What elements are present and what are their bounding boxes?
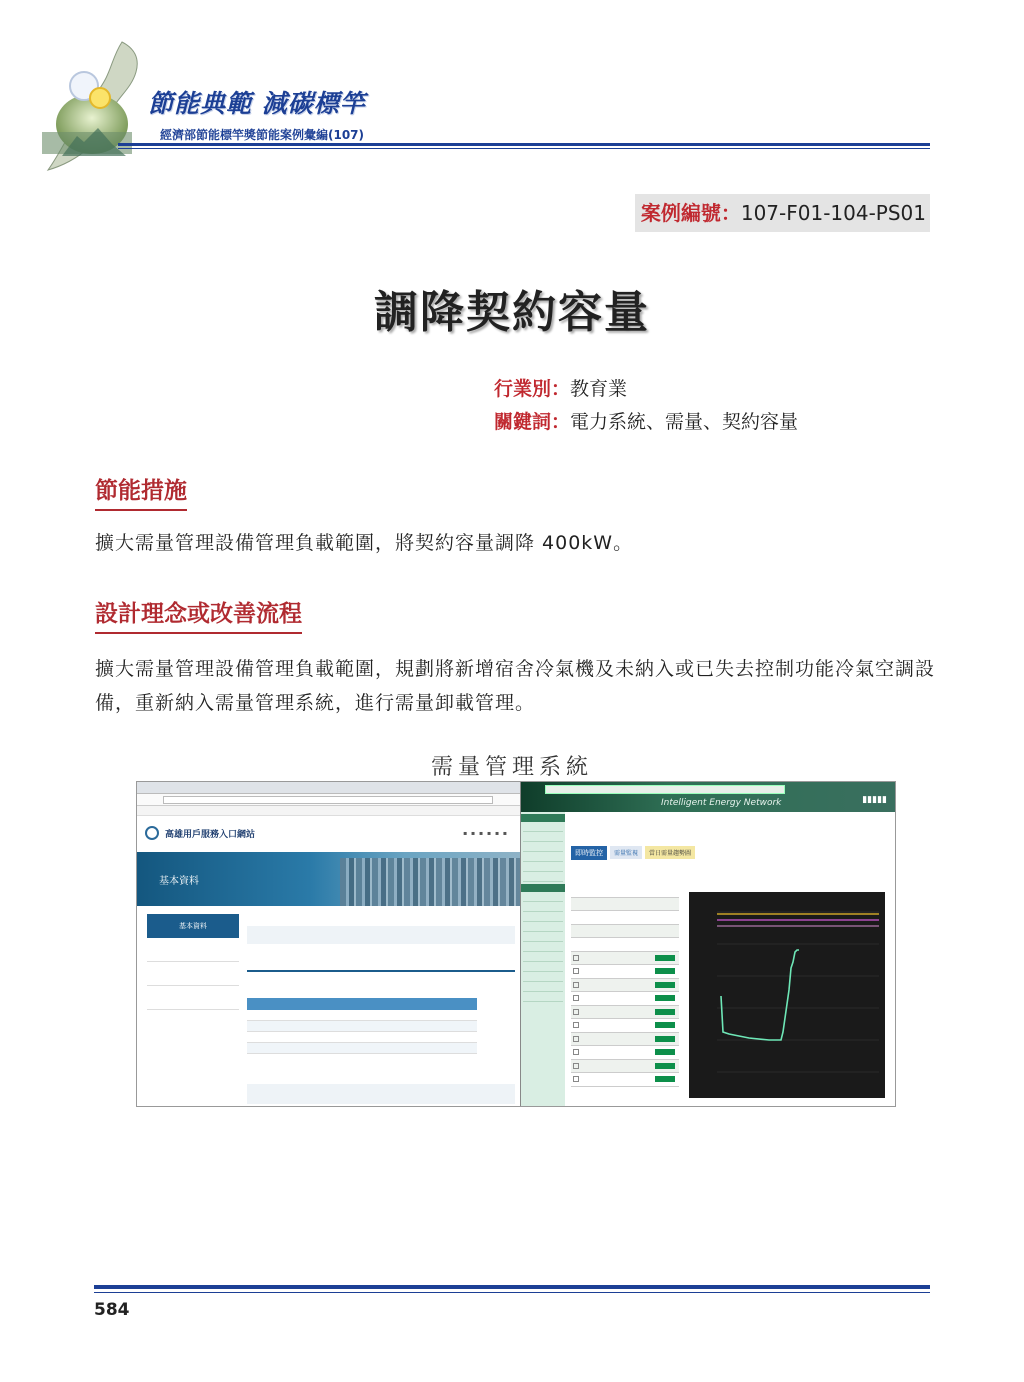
portal-sidebar-item (147, 962, 239, 986)
page-title: 調降契約容量 (374, 287, 650, 338)
header-slogan: 節能典範 減碳標竿 (148, 89, 366, 118)
section-heading-measures: 節能措施 (95, 472, 187, 511)
case-number-badge (635, 194, 930, 232)
section-text-measures: 擴大需量管理設備管理負載範圍，將契約容量調降 400kW。 (95, 532, 634, 554)
browser-address-bar (545, 785, 785, 794)
portal-footnote (247, 1084, 515, 1104)
table-row (571, 1046, 679, 1060)
table-row (571, 992, 679, 1006)
case-number-label: 案例編號： (640, 201, 741, 225)
industry-label: 行業別： (494, 378, 571, 400)
city-skyline-image (340, 858, 520, 906)
portal-notice-strip (247, 926, 515, 944)
keywords-label: 關鍵詞： (494, 411, 571, 433)
table-header (247, 998, 477, 1010)
energy-side-menu (521, 812, 565, 1107)
keywords-value: 電力系統、需量、契約容量 (570, 411, 799, 433)
table-row (571, 925, 679, 939)
monitor-trend-label: 當日需量趨勢圖 (645, 846, 695, 859)
table-row (247, 1021, 477, 1032)
monitor-subtitle: 需量監視 (610, 846, 642, 859)
table-row (247, 1010, 477, 1021)
portal-sidebar-item (147, 986, 239, 1010)
table-row (571, 1019, 679, 1033)
portal-breadcrumb (247, 912, 515, 924)
case-number-value: 107-F01-104-PS01 (740, 201, 926, 225)
browser-tab-strip (137, 782, 520, 794)
table-row (247, 1032, 477, 1043)
portal-banner-label: 基本資料 (159, 876, 199, 887)
table-row (571, 979, 679, 993)
portal-site-header (137, 816, 520, 852)
table-row (571, 884, 679, 898)
industry-value: 教育業 (570, 378, 628, 400)
portal-screenshot (137, 782, 521, 1107)
energy-network-topbar (521, 782, 896, 812)
table-row (247, 1043, 477, 1054)
section-text-design: 擴大需量管理設備管理負載範圍，規劃將新增宿舍冷氣機及未納入或已失去控制功能冷氣空調設備，重新納入需量管理系統，進行需量卸載管理。 (95, 658, 936, 714)
footer-divider (94, 1285, 930, 1293)
table-row (571, 1060, 679, 1074)
table-row (571, 965, 679, 979)
table-row (571, 952, 679, 966)
portal-sidebar (147, 914, 239, 1094)
browser-bookmark-bar (137, 806, 520, 816)
table-row (571, 1033, 679, 1047)
energy-network-name: Intelligent Energy Network (661, 798, 782, 808)
table-row (571, 898, 679, 912)
portal-data-table (247, 998, 477, 1054)
page-number: 584 (94, 1300, 130, 1320)
portal-main-content (247, 912, 515, 1104)
figure-caption: 需量管理系統 (430, 755, 593, 780)
browser-address-bar (137, 794, 520, 806)
keywords-line (494, 407, 798, 434)
portal-sidebar-header: 基本資料 (147, 914, 239, 938)
header-divider (118, 143, 930, 149)
demand-trend-svg (689, 892, 885, 1098)
demand-readings-table (571, 884, 679, 1087)
industry-line (494, 374, 627, 401)
section-heading-design: 設計理念或改善流程 (95, 595, 302, 634)
taiwan-emblem-logo (22, 36, 162, 176)
monitor-title: 即時監控 (571, 846, 607, 860)
header-subtitle: 經濟部節能標竿獎節能案例彙編(107) (160, 128, 365, 142)
university-name-block: ▮▮▮▮▮ (862, 795, 887, 805)
portal-nav-menu: ▪ ▪ ▪ ▪ ▪ ▪ (463, 830, 508, 837)
table-row (571, 1073, 679, 1087)
energy-network-screenshot (521, 782, 896, 1107)
monitor-breadcrumb (571, 840, 695, 856)
table-row (571, 911, 679, 925)
portal-sidebar-item (147, 938, 239, 962)
portal-tab-strip (247, 960, 515, 972)
demand-trend-chart (689, 892, 885, 1098)
portal-banner (137, 852, 520, 906)
table-row (571, 1006, 679, 1020)
demand-management-screenshot (136, 781, 896, 1107)
portal-site-name: 高雄用戶服務入口網站 (165, 830, 256, 840)
portal-logo-icon (145, 826, 159, 840)
demand-series-line (721, 950, 799, 1040)
table-row (571, 938, 679, 952)
